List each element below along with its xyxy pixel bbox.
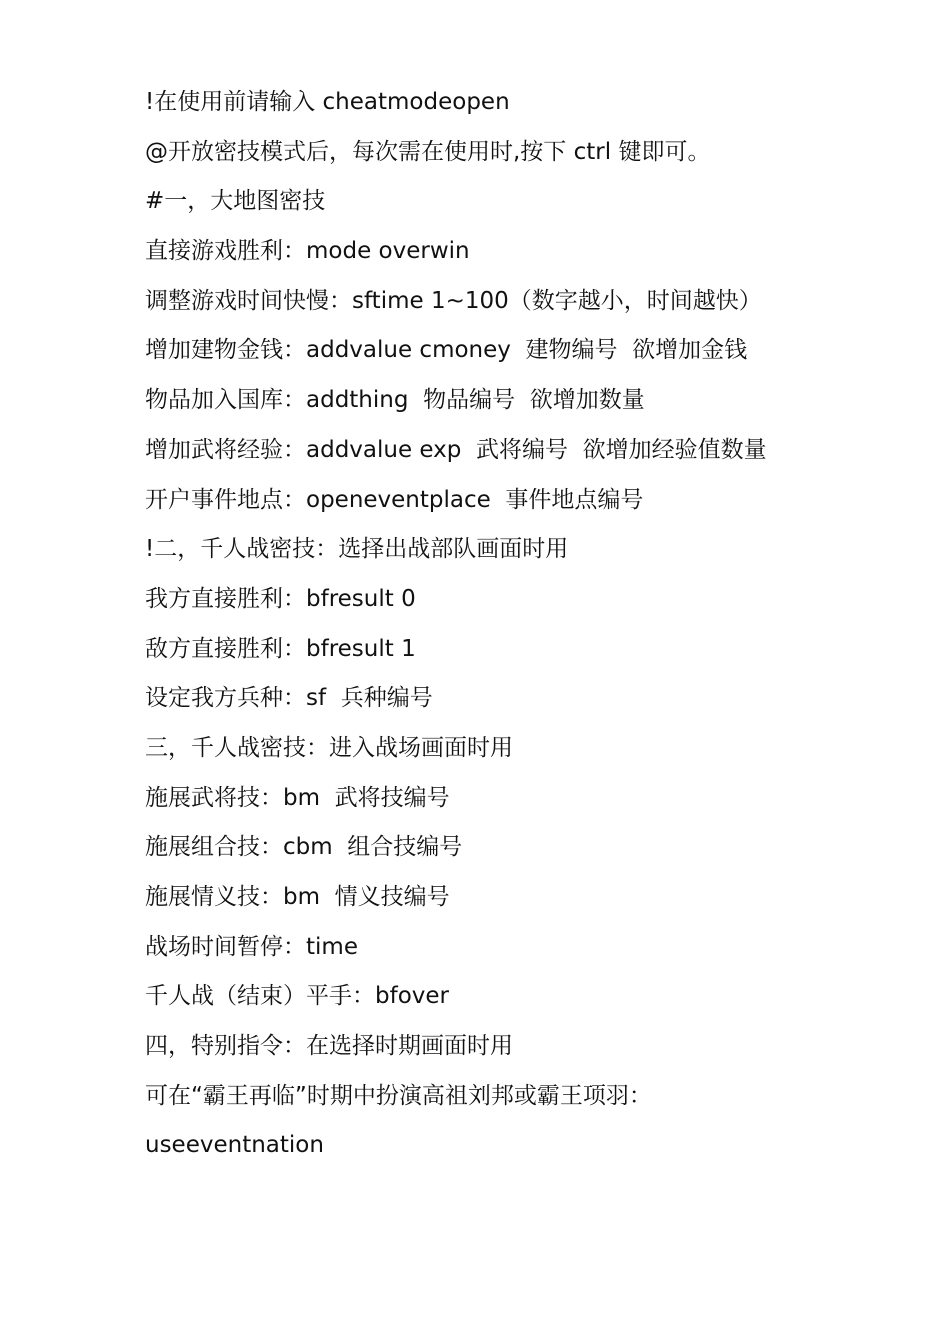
- text-line: 增加建物金钱：addvalue cmoney 建物编号 欲增加金钱: [145, 337, 748, 364]
- text-line: 战场时间暂停：time: [145, 933, 358, 960]
- text-line: useeventnation: [145, 1132, 324, 1159]
- text-line: 增加武将经验：addvalue exp 武将编号 欲增加经验值数量: [145, 436, 767, 463]
- text-line: 开户事件地点：openeventplace 事件地点编号: [145, 486, 644, 513]
- document-body: [145, 78, 925, 1171]
- text-line: 可在“霸王再临”时期中扮演高祖刘邦或霸王项羽：: [145, 1082, 652, 1109]
- section-heading: !二，千人战密技：选择出战部队画面时用: [145, 536, 569, 563]
- text-line: 施展组合技：cbm 组合技编号: [145, 834, 463, 861]
- text-line: @开放密技模式后，每次需在使用时,按下 ctrl 键即可。: [145, 138, 711, 165]
- text-line: 我方直接胜利：bfresult 0: [145, 585, 416, 612]
- section-heading: 三，千人战密技：进入战场画面时用: [145, 734, 513, 761]
- text-line: 施展情义技：bm 情义技编号: [145, 884, 450, 910]
- text-line: !在使用前请输入 cheatmodeopen: [145, 89, 510, 115]
- text-line: 物品加入国库：addthing 物品编号 欲增加数量: [145, 387, 645, 414]
- section-heading: 四，特别指令：在选择时期画面时用: [145, 1033, 513, 1060]
- text-line: 直接游戏胜利：mode overwin: [145, 238, 470, 265]
- text-line: 敌方直接胜利：bfresult 1: [145, 635, 416, 662]
- section-heading: #一，大地图密技: [145, 188, 326, 215]
- text-line: 设定我方兵种：sf 兵种编号: [145, 685, 433, 712]
- text-line: 千人战（结束）平手：bfover: [145, 983, 449, 1010]
- text-line: 调整游戏时间快慢：sftime 1~100（数字越小，时间越快）: [145, 287, 762, 314]
- text-line: 施展武将技：bm 武将技编号: [145, 784, 450, 811]
